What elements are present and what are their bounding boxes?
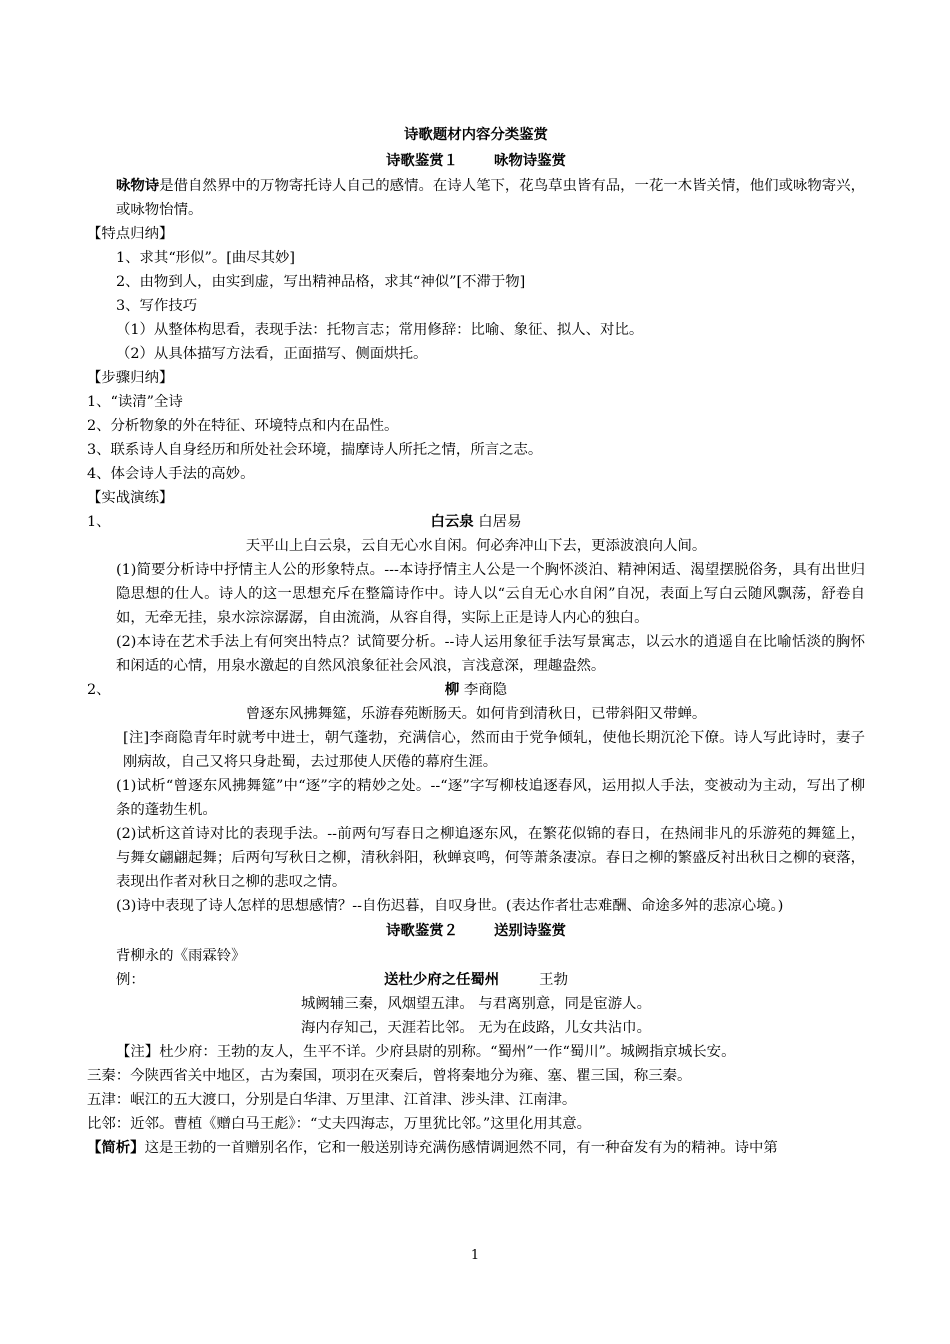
poem2-question3: (3)诗中表现了诗人怎样的思想感情？--自伤迟暮，自叹身世。(表达作者壮志难酬、命途多舛的悲凉心境。)	[116, 898, 784, 914]
poem1-question1: (1)简要分析诗中抒情主人公的形象特点。---本诗抒情主人公是一个胸怀淡泊、精神闲适、渴望摆脱俗务，具有出世归隐思想的仕人。诗人的这一思想充斥在整篇诗作中。诗人以“云自无心水自闲”自况，表面上写白云随风飘荡，舒卷自如，无牵无挂，泉水淙淙潺潺，自由流淌，从容自得，实际上正是诗人内心的独白。	[116, 562, 865, 626]
feature-item: 3、写作技巧	[116, 298, 198, 314]
recite-instruction: 背柳永的《雨霖铃》	[116, 948, 246, 964]
feature-item: 2、由物到人，由实到虚，写出精神品格，求其“神似”[不滞于物]	[116, 274, 526, 290]
section1-number: 诗歌鉴赏１	[386, 152, 458, 169]
poem2-heading	[87, 678, 865, 702]
section1-heading	[87, 148, 865, 174]
poem2-title: 柳	[444, 681, 460, 698]
example-poem-line1: 城阙辅三秦，风烟望五津。 与君离别意，同是宦游人。	[301, 996, 651, 1012]
intro-paragraph	[87, 174, 865, 222]
intro-text: 是借自然界中的万物寄托诗人自己的感情。在诗人笔下，花鸟草虫皆有品，一花一木皆关情，他们或咏物寄兴，或咏物怡情。	[116, 178, 865, 218]
document-page	[87, 122, 865, 1160]
steps-heading: 【步骤归纳】	[87, 370, 174, 386]
poem1-number: 1、	[87, 514, 111, 530]
example-label: 例：	[116, 972, 145, 988]
example-note4: 比邻：近邻。曹植《赠白马王彪》：“丈夫四海志，万里犹比邻。”这里化用其意。	[87, 1116, 591, 1132]
step-item: 4、体会诗人手法的高妙。	[87, 466, 255, 482]
example-title: 送杜少府之任蜀州	[384, 971, 500, 988]
poem1-author: 白居易	[478, 514, 522, 530]
example-author: 王勃	[539, 972, 568, 988]
example-note3: 五津：岷江的五大渡口，分别是白华津、万里津、江首津、涉头津、江南津。	[87, 1092, 577, 1108]
analysis-paragraph: 【简析】这是王勃的一首赠别名作，它和一般送别诗充满伤感情调迥然不同，有一种奋发有为的精神。诗中第	[87, 1139, 778, 1156]
feature-subitem: （1）从整体构思看，表现手法：托物言志；常用修辞：比喻、象征、拟人、对比。	[116, 322, 644, 338]
feature-subitem: （2）从具体描写方法看，正面描写、侧面烘托。	[116, 346, 428, 362]
step-item: 3、联系诗人自身经历和所处社会环境，揣摩诗人所托之情，所言之志。	[87, 442, 543, 458]
features-heading: 【特点归纳】	[87, 226, 174, 242]
poem2-author: 李商隐	[463, 682, 508, 698]
doc-title: 诗歌题材内容分类鉴赏	[404, 126, 548, 143]
example-note-heading: 【注】	[116, 1044, 160, 1060]
poem2-note: [注]李商隐青年时就考中进士，朝气蓬勃，充满信心，然而由于党争倾轧，使他长期沉沦下僚。诗人写此诗时，妻子刚病故，自己又将只身赴蜀，去过那使人厌倦的幕府生涯。	[123, 730, 865, 770]
page-number: 1	[470, 1248, 480, 1263]
analysis-heading: 【简析】	[87, 1139, 145, 1156]
example-note2: 三秦：今陕西省关中地区，古为秦国，项羽在灭秦后，曾将秦地分为雍、塞、瞿三国，称三秦。	[87, 1068, 692, 1084]
poem1-text: 天平山上白云泉，云自无心水自闲。何必奔冲山下去，更添波浪向人间。	[245, 538, 707, 554]
poem2-question2: (2)试析这首诗对比的表现手法。--前两句写春日之柳追逐东风，在繁花似锦的春日，在热闹非凡的乐游苑的舞筵上，与舞女翩翩起舞；后两句写秋日之柳，清秋斜阳，秋蝉哀鸣，何等萧条凄凉。春日之柳的繁盛反衬出秋日之柳的衰落，表现出作者对秋日之柳的悲叹之情。	[116, 826, 865, 890]
poem2-number: 2、	[87, 682, 111, 698]
poem2-text: 曾逐东风拂舞筵，乐游春苑断肠天。如何肯到清秋日，已带斜阳又带蝉。	[245, 706, 707, 722]
section2-number: 诗歌鉴赏２	[386, 922, 458, 939]
practice-heading: 【实战演练】	[87, 490, 174, 506]
example-heading	[87, 968, 865, 992]
intro-term: 咏物诗	[116, 177, 160, 194]
step-item: 2、分析物象的外在特征、环境特点和内在品性。	[87, 418, 399, 434]
poem2-question1: (1)试析“曾逐东风拂舞筵”中“逐”字的精妙之处。--“逐”字写柳枝追逐春风，运用拟人手法，变被动为主动，写出了柳条的蓬勃生机。	[116, 778, 865, 818]
poem1-heading	[87, 510, 865, 534]
example-poem-line2: 海内存知己，天涯若比邻。 无为在歧路，儿女共沾巾。	[301, 1020, 651, 1036]
section2-heading	[87, 918, 865, 944]
feature-item: 1、求其“形似”。[曲尽其妙]	[116, 250, 296, 266]
example-note1: 【注】杜少府：王勃的友人，生平不详。少府县尉的别称。“蜀州”一作“蜀川”。城阙指京城长安。	[116, 1044, 736, 1060]
poem1-question2: (2)本诗在艺术手法上有何突出特点？试简要分析。--诗人运用象征手法写景寓志，以云水的逍遥自在比喻恬淡的胸怀和闲适的心情，用泉水激起的自然风浪象征社会风浪，言浅意深，理趣盎然。	[116, 634, 865, 674]
section1-name: 咏物诗鉴赏	[494, 152, 566, 169]
poem1-title: 白云泉	[430, 513, 474, 530]
section2-name: 送别诗鉴赏	[494, 922, 566, 939]
step-item: 1、“读清”全诗	[87, 394, 183, 410]
